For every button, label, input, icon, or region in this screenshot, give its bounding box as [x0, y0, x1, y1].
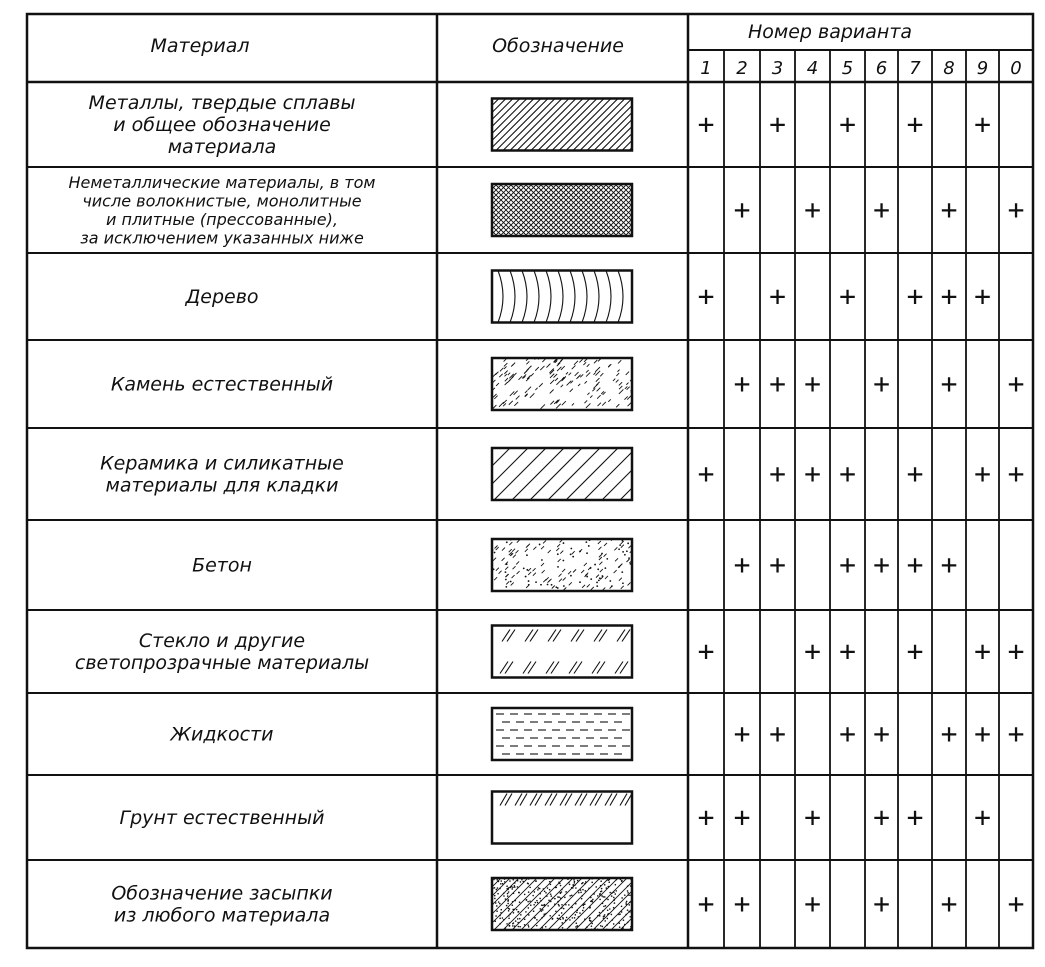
header-designation: Обозначение — [492, 35, 624, 57]
variant-mark: + — [769, 548, 786, 581]
variant-mark: + — [697, 634, 715, 668]
table-body — [69, 92, 1025, 930]
table-row — [89, 92, 991, 158]
variant-mark: + — [804, 634, 821, 668]
variant-column-dividers — [724, 50, 999, 948]
variant-mark: + — [974, 634, 991, 668]
variant-mark: + — [804, 800, 821, 834]
variant-mark: + — [769, 367, 786, 400]
table-row — [192, 536, 957, 591]
material-name: Обозначение засыпки из любого материала — [111, 882, 333, 927]
variant-number: 1 — [700, 58, 712, 79]
variant-mark: + — [940, 193, 958, 226]
variant-mark: + — [906, 107, 924, 141]
material-name: Стекло и другие светопрозрачные материалы — [74, 630, 370, 675]
variant-mark: + — [839, 279, 856, 313]
variant-mark: + — [906, 800, 924, 834]
variant-mark: + — [906, 548, 924, 581]
backfill-swatch — [440, 877, 735, 930]
table-row — [100, 448, 1024, 500]
variant-mark: + — [906, 279, 924, 313]
material-name: Неметаллические материалы, в том числе волокнистые, монолитные и плитные (прессованные), за исключением указанных ниже — [68, 172, 376, 248]
variant-number: 6 — [875, 58, 888, 79]
variant-mark: + — [697, 887, 715, 920]
variant-mark: + — [1007, 717, 1025, 750]
variant-mark: + — [940, 548, 958, 581]
variant-mark: + — [974, 279, 991, 313]
variant-mark: + — [1007, 457, 1025, 490]
concrete-swatch — [492, 536, 635, 591]
table-row — [120, 792, 991, 844]
variant-number: 8 — [943, 58, 955, 79]
variant-mark: + — [733, 887, 751, 920]
liquid-swatch — [492, 708, 632, 760]
variant-mark: + — [873, 367, 890, 400]
variant-mark: + — [906, 634, 924, 668]
stone-swatch — [492, 354, 635, 410]
variant-mark: + — [839, 457, 856, 490]
material-name: Металлы, твердые сплавы и общее обозначение материала — [88, 92, 356, 159]
variant-mark: + — [974, 457, 991, 490]
variant-mark: + — [940, 887, 958, 920]
table-row — [69, 173, 1025, 248]
hatch-wide-swatch — [440, 448, 726, 500]
variant-mark: + — [1007, 634, 1025, 668]
material-name: Жидкости — [170, 723, 274, 746]
variant-mark: + — [769, 717, 786, 750]
material-name: Керамика и силикатные материалы для кладки — [100, 452, 344, 497]
variant-mark: + — [804, 887, 821, 920]
variant-mark: + — [839, 107, 856, 141]
variant-mark: + — [733, 717, 751, 750]
hatch-dense-swatch — [440, 99, 730, 151]
variant-mark: + — [1007, 887, 1025, 920]
variant-mark: + — [873, 887, 890, 920]
variant-mark: + — [804, 193, 821, 226]
soil-swatch — [492, 792, 632, 844]
material-name: Дерево — [185, 286, 259, 309]
variant-mark: + — [733, 193, 751, 226]
table-row — [111, 354, 1025, 410]
variant-mark: + — [839, 717, 856, 750]
variant-mark: + — [733, 548, 751, 581]
variant-mark: + — [940, 279, 958, 313]
variant-mark: + — [697, 107, 715, 141]
variant-mark: + — [697, 800, 715, 834]
variant-mark: + — [974, 800, 991, 834]
variant-number: 4 — [806, 58, 819, 79]
variant-mark: + — [940, 367, 958, 400]
variant-mark: + — [974, 717, 991, 750]
variant-number: 5 — [841, 58, 854, 79]
variant-mark: + — [697, 279, 715, 313]
variant-number: 0 — [1010, 58, 1022, 79]
table-row — [184, 271, 990, 323]
variant-mark: + — [769, 457, 786, 490]
variant-number: 2 — [736, 58, 748, 79]
material-name: Камень естественный — [110, 373, 334, 396]
material-name: Грунт естественный — [119, 807, 325, 830]
variant-mark: + — [873, 800, 890, 834]
variant-mark: + — [873, 193, 890, 226]
variant-mark: + — [974, 107, 991, 141]
variant-mark: + — [697, 457, 715, 490]
variant-mark: + — [804, 367, 821, 400]
variant-mark: + — [769, 279, 786, 313]
variant-number: 7 — [909, 58, 921, 79]
table-row — [75, 626, 1025, 678]
header-material: Материал — [150, 35, 250, 57]
variant-mark: + — [940, 717, 958, 750]
table-row — [170, 708, 1025, 760]
variant-mark: + — [804, 457, 821, 490]
variant-mark: + — [906, 457, 924, 490]
variant-mark: + — [733, 367, 751, 400]
variant-number: 3 — [771, 58, 784, 79]
variant-mark: + — [839, 548, 856, 581]
variant-mark: + — [873, 548, 890, 581]
variant-number: 9 — [976, 58, 989, 79]
glass-swatch — [492, 626, 632, 678]
wood-swatch — [492, 271, 632, 323]
variant-mark: + — [1007, 193, 1025, 226]
variant-number-row — [700, 58, 1021, 79]
variant-mark: + — [733, 800, 751, 834]
header-variant-number: Номер варианта — [747, 21, 913, 43]
table-row — [111, 877, 1024, 930]
variant-mark: + — [839, 634, 856, 668]
variant-mark: + — [873, 717, 890, 750]
variant-mark: + — [1007, 367, 1025, 400]
variant-mark: + — [769, 107, 786, 141]
material-name: Бетон — [192, 554, 252, 577]
